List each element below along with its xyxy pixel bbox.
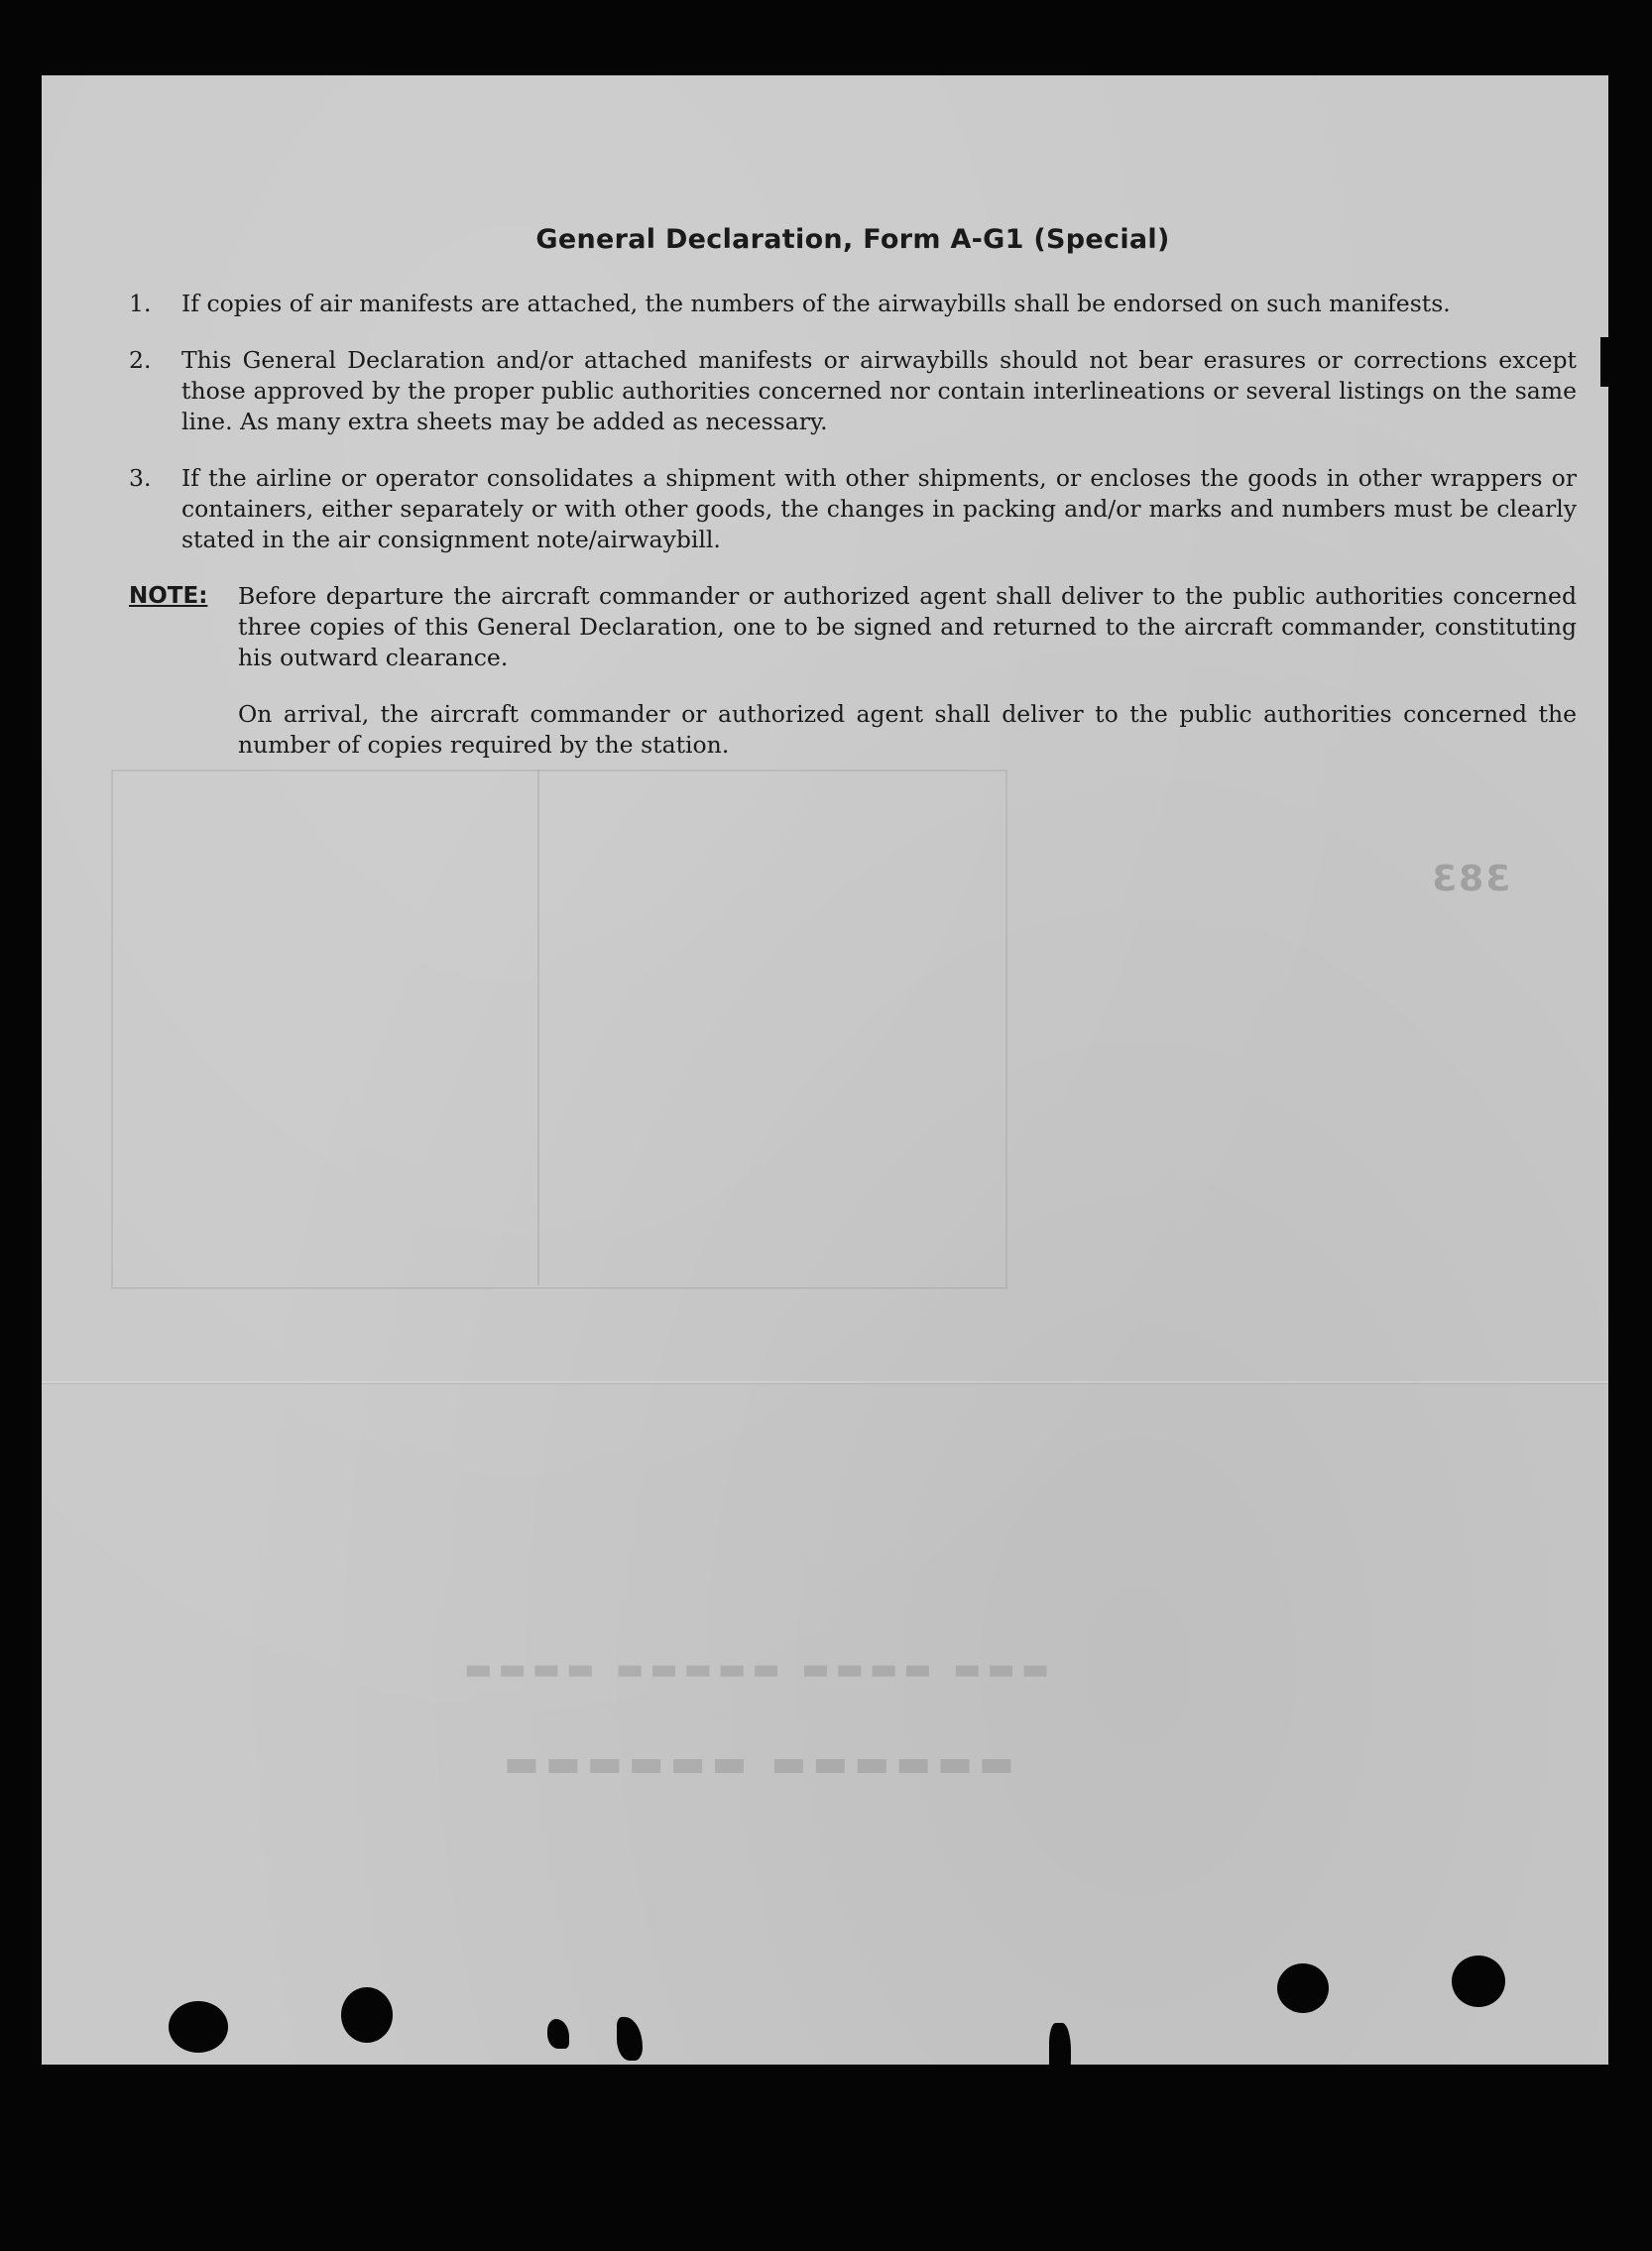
fold-line — [42, 1381, 1608, 1383]
note-label: NOTE: — [129, 583, 208, 609]
form-title: General Declaration, Form A-G1 (Special) — [535, 224, 1170, 255]
punch-hole — [341, 1987, 393, 2043]
note-paragraph: On arrival, the aircraft commander or authorized agent shall deliver to the public authorities concerned the number of copies required by the station. — [238, 700, 1577, 759]
punch-hole — [1277, 1963, 1329, 2013]
bleed-through-box — [111, 770, 1007, 1289]
item-text: This General Declaration and/or attached manifests or airwaybills should not bear erasures or corrections except those approved by the proper public authorities concerned nor contain interlineations or several listings on the same line. As many extra sheets may be added as necessary. — [181, 346, 1577, 435]
item-text: If the airline or operator consolidates a shipment with other shipments, or encloses the goods in other wrappers or containers, either separately or with other goods, the changes in packing and/or marks and numbers must be clearly stated in the air consignment note/airwaybill. — [181, 464, 1577, 553]
bleed-through-text: ▬▬▬▬▬▬ ▬▬▬▬▬▬ — [498, 1741, 1014, 1785]
instruction-item — [129, 345, 1577, 437]
note-paragraph: Before departure the aircraft commander or authorized agent shall deliver to the public authorities concerned three copies of this General Declaration, one to be signed and returned to the aircraft commander, constituting his outward clearance. — [238, 582, 1577, 671]
instruction-item — [129, 463, 1577, 555]
item-text: If copies of air manifests are attached, the numbers of the airwaybills shall be endorsed on such manifests. — [181, 290, 1451, 317]
item-number: 3. — [129, 464, 152, 492]
bleed-through-text: ▬▬▬ ▬▬▬▬ ▬▬▬▬▬ ▬▬▬▬ — [458, 1652, 1050, 1687]
punch-hole — [1452, 1955, 1505, 2007]
page-mark: 383 — [1430, 859, 1511, 899]
note-section — [129, 581, 1577, 786]
document-page — [42, 75, 1608, 2065]
edge-damage — [1600, 337, 1610, 387]
punch-hole — [169, 2001, 228, 2053]
item-number: 1. — [129, 290, 152, 317]
document-content — [129, 224, 1577, 812]
note-body — [238, 581, 1577, 786]
edge-damage — [1049, 2023, 1071, 2092]
bleed-through-divider — [537, 770, 539, 1285]
item-number: 2. — [129, 346, 152, 374]
instruction-item — [129, 289, 1577, 319]
